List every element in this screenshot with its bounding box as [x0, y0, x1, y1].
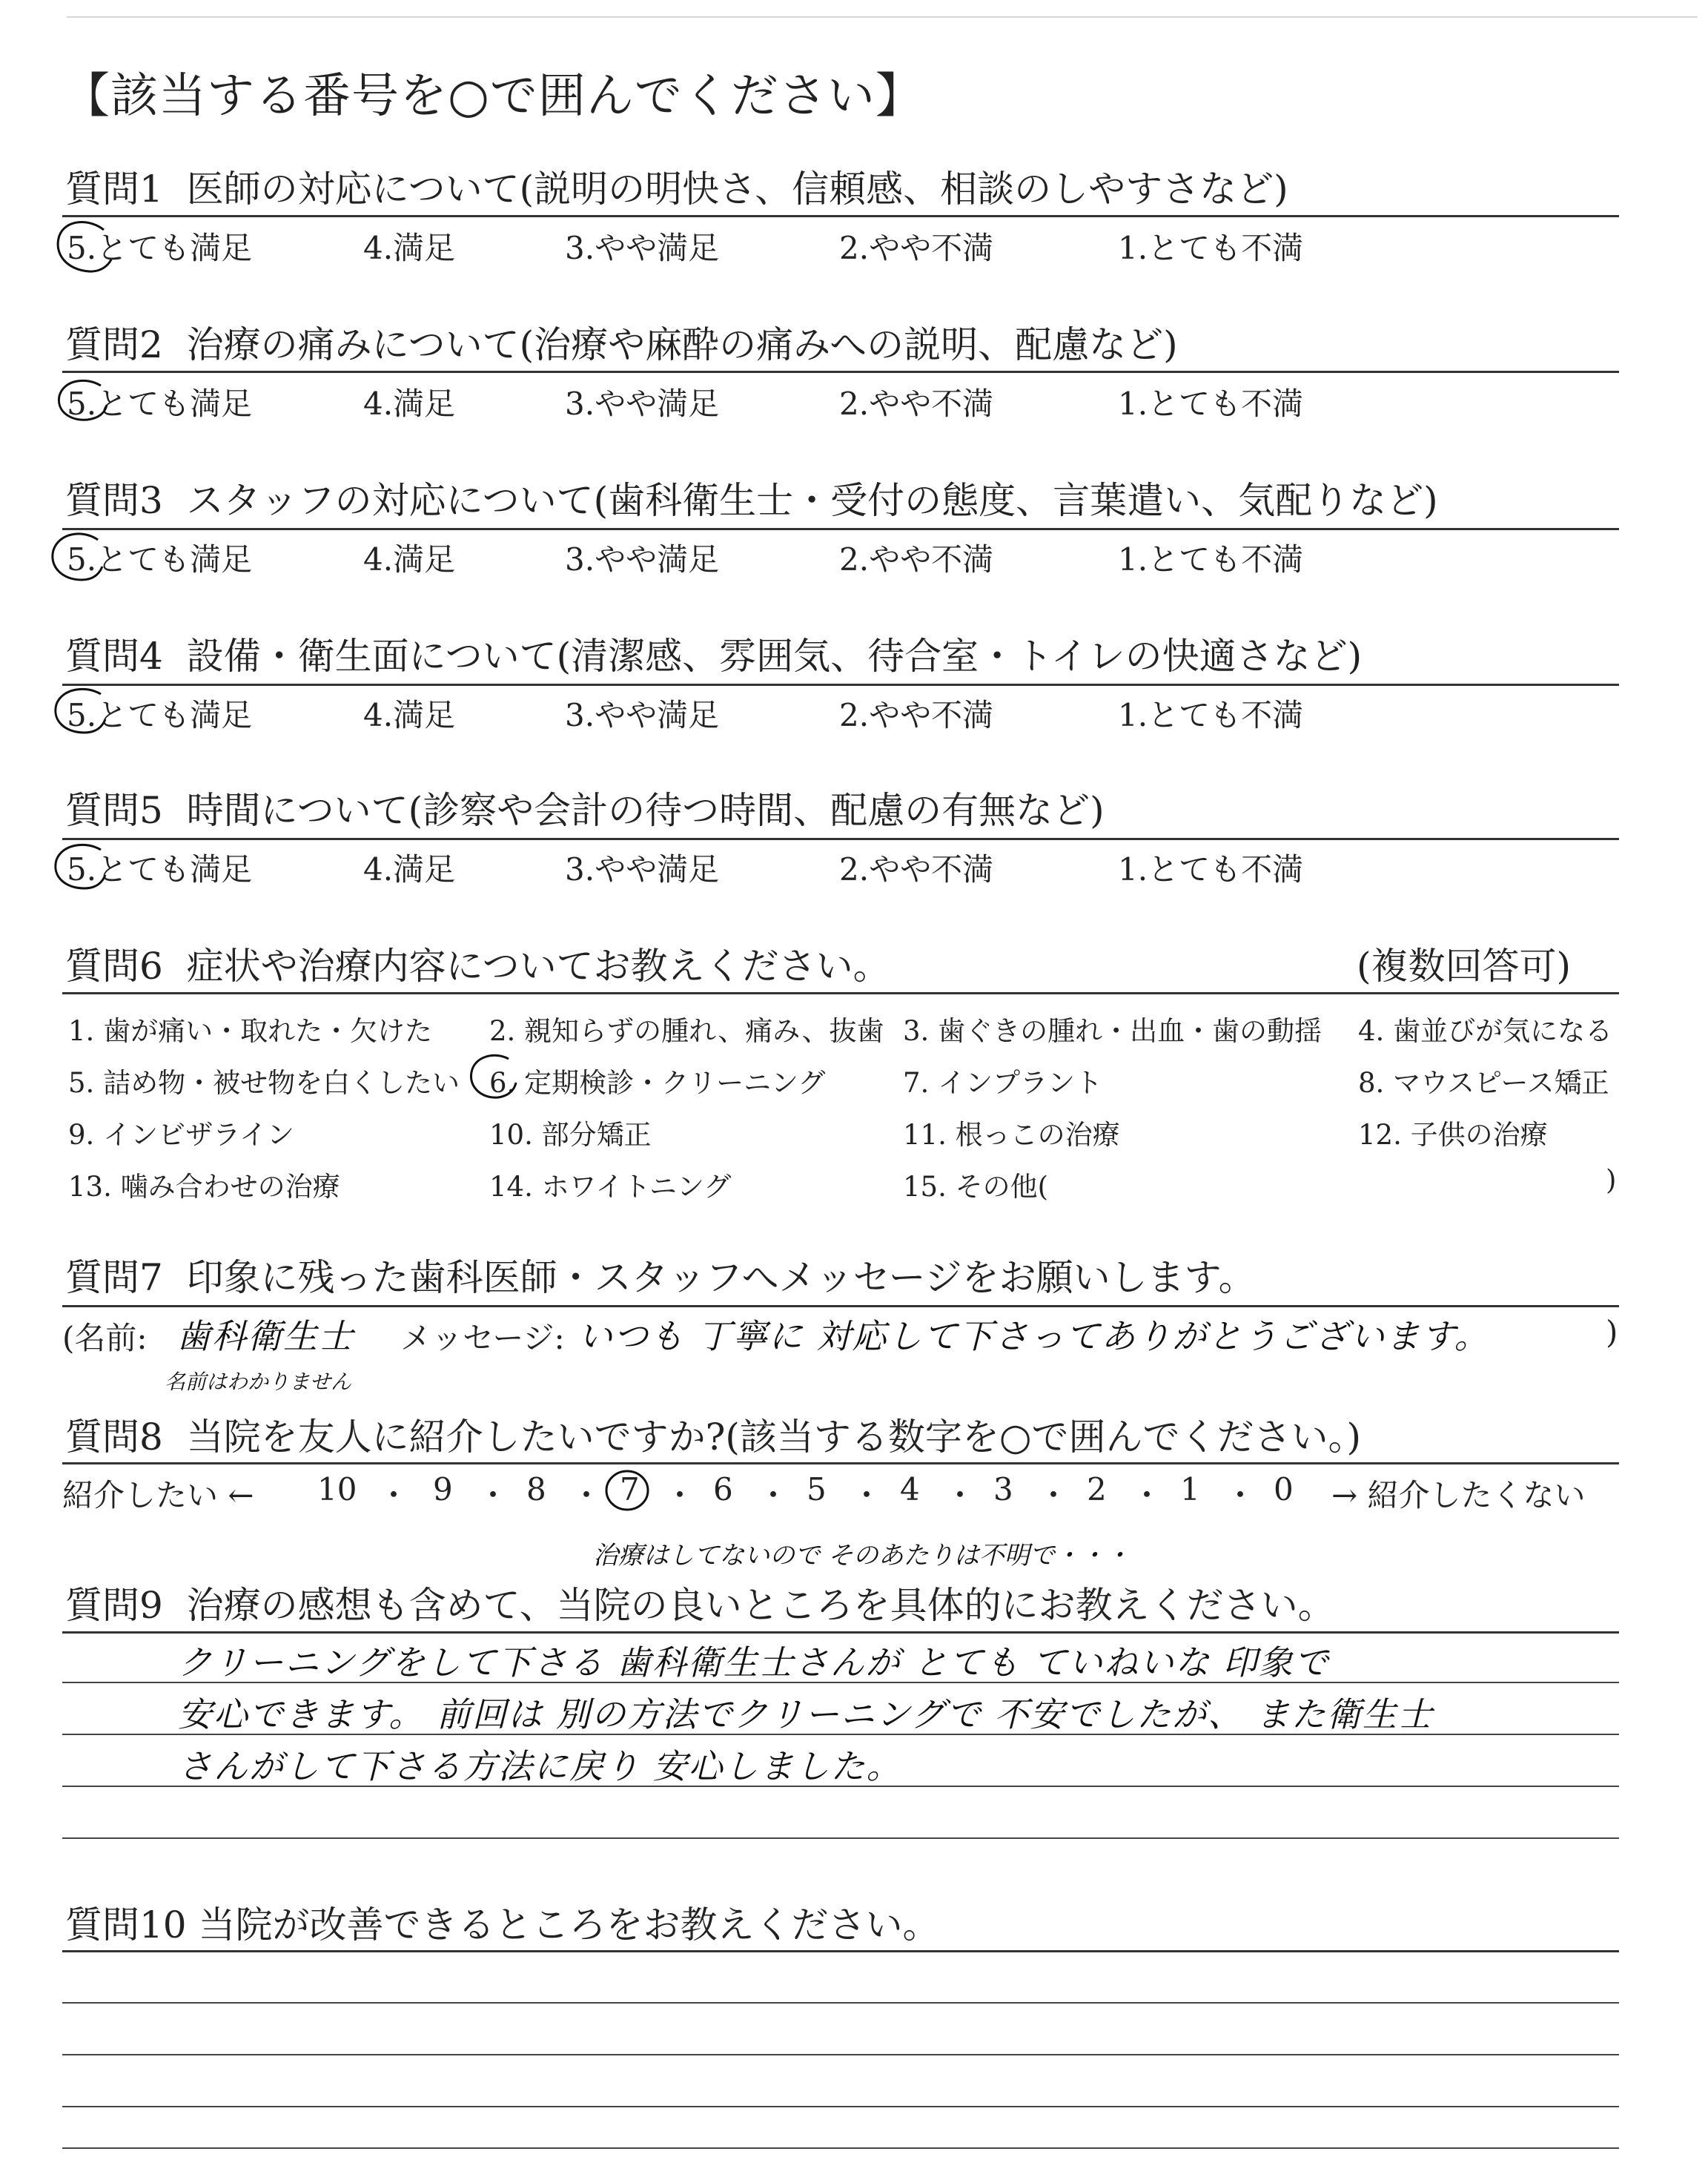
q6-note: (複数回答可) [1357, 945, 1572, 988]
q6-option-15[interactable]: 15. その他( [903, 1171, 1049, 1203]
q7-note: 名前はわかりません [165, 1370, 352, 1394]
q5-option-3[interactable]: 3.やや満足 [565, 851, 720, 888]
q8-dot: ・ [944, 1477, 976, 1513]
q6-option-8[interactable]: 8. マウスピース矯正 [1358, 1067, 1609, 1099]
q5-title [65, 781, 1105, 834]
q6-label: 質問6 [65, 945, 163, 988]
q8-scale-1[interactable]: 1 [1180, 1471, 1200, 1507]
q6-option-12[interactable]: 12. 子供の治療 [1358, 1119, 1548, 1151]
q8-scale-5[interactable]: 5 [807, 1471, 827, 1507]
q5-text: 時間について(診察や会計の待つ時間、配慮の有無など) [186, 789, 1105, 832]
q2-option-2[interactable]: 2.やや不満 [839, 386, 994, 422]
q10-label: 質問10 [65, 1903, 187, 1946]
q9-label: 質問9 [65, 1584, 163, 1627]
q8-dot: ・ [758, 1477, 790, 1513]
q3-selection-circle [44, 528, 111, 587]
q7-name-value: 歯科衛生士 [176, 1316, 354, 1356]
q2-option-1[interactable]: 1.とても不満 [1118, 386, 1304, 422]
q8-scale-3[interactable]: 3 [993, 1471, 1013, 1507]
q8-dot: ・ [571, 1477, 603, 1513]
top-border [67, 16, 1698, 18]
q8-scale-9[interactable]: 9 [433, 1471, 453, 1507]
q7-title [65, 1248, 1256, 1301]
q8-scale-8[interactable]: 8 [526, 1471, 546, 1507]
q8-scale-0[interactable]: 0 [1274, 1471, 1294, 1507]
q7-close: ) [1606, 1314, 1618, 1350]
q2-label: 質問2 [65, 323, 163, 366]
q6-option-4[interactable]: 4. 歯並びが気になる [1358, 1015, 1613, 1047]
q4-option-2[interactable]: 2.やや不満 [839, 697, 994, 733]
q1-title [65, 159, 1288, 213]
q8-dot: ・ [664, 1477, 696, 1513]
q8-title [65, 1407, 1361, 1461]
q6-option-5[interactable]: 5. 詰め物・被せ物を白くしたい [68, 1067, 460, 1099]
q9-answer-line-3: さんがして下さる方法に戻り 安心しました。 [178, 1746, 902, 1786]
q3-label: 質問3 [65, 479, 163, 522]
q2-option-3[interactable]: 3.やや満足 [565, 386, 720, 422]
q2-rule [62, 371, 1619, 373]
q6-option-10[interactable]: 10. 部分矯正 [489, 1119, 652, 1151]
q5-option-4[interactable]: 4.満足 [363, 851, 456, 888]
q6-title [65, 937, 890, 990]
q10-answer-line [62, 2002, 1619, 2004]
q8-scale-6[interactable]: 6 [713, 1471, 733, 1507]
q6-selection-circle [466, 1051, 525, 1103]
q8-selection-circle [602, 1467, 654, 1514]
q1-text: 医師の対応について(説明の明快さ、信頼感、相談のしやすさなど) [186, 168, 1288, 211]
q10-answer-line [62, 2054, 1619, 2055]
q6-option-6[interactable]: 6. 定期検診・クリーニング [489, 1067, 826, 1099]
q7-message-value: いつも 丁寧に 対応して下さってありがとうございます。 [578, 1316, 1490, 1356]
q4-title [65, 627, 1362, 680]
q6-text: 症状や治療内容についてお教えください。 [186, 945, 890, 988]
q9-title [65, 1576, 1335, 1629]
q8-scale-7[interactable]: 7 [620, 1471, 640, 1507]
q8-scale-4[interactable]: 4 [900, 1471, 920, 1507]
q1-option-3[interactable]: 3.やや満足 [565, 230, 720, 266]
q6-option-14[interactable]: 14. ホワイトニング [489, 1171, 732, 1203]
q6-option-9[interactable]: 9. インビザライン [68, 1119, 294, 1151]
q4-rule [62, 684, 1619, 686]
q6-option-13[interactable]: 13. 噛み合わせの治療 [68, 1171, 340, 1203]
q4-option-4[interactable]: 4.満足 [363, 697, 456, 733]
q7-name-prefix: (名前: [62, 1320, 148, 1356]
q9-answer-line-1: クリーニングをして下さる 歯科衛生士さんが とても ていねいな 印象で [178, 1642, 1330, 1682]
q5-option-2[interactable]: 2.やや不満 [839, 851, 994, 888]
q2-selection-circle [52, 375, 119, 427]
q4-selection-circle [49, 684, 116, 740]
q7-label: 質問7 [65, 1256, 163, 1299]
q4-option-1[interactable]: 1.とても不満 [1118, 697, 1304, 733]
q8-left-label: 紹介したい ← [62, 1477, 254, 1513]
q1-label: 質問1 [65, 168, 163, 211]
q3-option-1[interactable]: 1.とても不満 [1118, 541, 1304, 578]
q6-option-3[interactable]: 3. 歯ぐきの腫れ・出血・歯の動揺 [903, 1015, 1323, 1047]
q1-rule [62, 215, 1619, 217]
q8-scale-10[interactable]: 10 [317, 1471, 357, 1507]
q4-text: 設備・衛生面について(清潔感、雰囲気、待合室・トイレの快適さなど) [186, 635, 1363, 678]
q1-option-1[interactable]: 1.とても不満 [1118, 230, 1304, 266]
q9-answer-line-2: 安心できます。 前回は 別の方法でクリーニングで 不安でしたが、 また衛生士 [178, 1694, 1434, 1734]
q8-note: 治療はしてないので そのあたりは不明で・・・ [593, 1541, 1131, 1571]
q6-rule [62, 992, 1619, 994]
q8-dot: ・ [1131, 1477, 1163, 1513]
q6-option-15-close: ) [1606, 1164, 1617, 1196]
q8-label: 質問8 [65, 1416, 163, 1459]
q1-option-2[interactable]: 2.やや不満 [839, 230, 994, 266]
q3-option-5[interactable]: 5.とても満足 [67, 541, 253, 578]
q8-scale-2[interactable]: 2 [1087, 1471, 1107, 1507]
q6-option-2[interactable]: 2. 親知らずの腫れ、痛み、抜歯 [489, 1015, 884, 1047]
q9-text: 治療の感想も含めて、当院の良いところを具体的にお教えください。 [186, 1584, 1335, 1627]
q5-option-1[interactable]: 1.とても不満 [1118, 851, 1304, 888]
q8-right-label: → 紹介したくない [1331, 1477, 1586, 1513]
q3-text: スタッフの対応について(歯科衛生士・受付の態度、言葉遣い、気配りなど) [186, 479, 1438, 522]
q8-dot: ・ [477, 1477, 509, 1513]
q2-option-4[interactable]: 4.満足 [363, 386, 456, 422]
q6-option-11[interactable]: 11. 根っこの治療 [903, 1119, 1120, 1151]
q4-option-3[interactable]: 3.やや満足 [565, 697, 720, 733]
page-title: 【該当する番号を○で囲んでください】 [62, 69, 924, 124]
q5-option-5[interactable]: 5.とても満足 [67, 851, 253, 888]
q4-label: 質問4 [65, 635, 163, 678]
q3-rule [62, 528, 1619, 530]
q1-selection-circle [52, 217, 119, 276]
q6-option-7[interactable]: 7. インプラント [903, 1067, 1103, 1099]
q3-option-4[interactable]: 4.満足 [363, 541, 456, 578]
q9-rule [62, 1631, 1619, 1634]
q10-title [65, 1895, 940, 1949]
q2-option-5[interactable]: 5.とても満足 [67, 386, 253, 422]
q10-rule [62, 1950, 1619, 1952]
q2-title [65, 315, 1178, 369]
q8-dot: ・ [1225, 1477, 1257, 1513]
q10-answer-line [62, 2147, 1619, 2149]
q3-title [65, 471, 1438, 524]
q5-label: 質問5 [65, 789, 163, 832]
q1-option-5[interactable]: 5.とても満足 [67, 230, 253, 266]
q2-text: 治療の痛みについて(治療や麻酔の痛みへの説明、配慮など) [186, 323, 1178, 366]
q3-option-2[interactable]: 2.やや不満 [839, 541, 994, 578]
q10-answer-line [62, 2106, 1619, 2107]
q8-dot: ・ [851, 1477, 883, 1513]
q8-text: 当院を友人に紹介したいですか?(該当する数字を○で囲んでください。) [186, 1416, 1362, 1459]
q1-option-4[interactable]: 4.満足 [363, 230, 456, 266]
q5-selection-circle [49, 839, 116, 896]
q4-option-5[interactable]: 5.とても満足 [67, 697, 253, 733]
q5-rule [62, 838, 1619, 840]
q6-option-1[interactable]: 1. 歯が痛い・取れた・欠けた [68, 1015, 433, 1047]
q3-option-3[interactable]: 3.やや満足 [565, 541, 720, 578]
q7-text: 印象に残った歯科医師・スタッフへメッセージをお願いします。 [186, 1256, 1256, 1299]
q7-message-prefix: メッセージ: [400, 1320, 565, 1356]
q8-rule [62, 1462, 1619, 1464]
q9-answer-line [62, 1837, 1619, 1839]
q7-rule [62, 1305, 1619, 1307]
q10-text: 当院が改善できるところをお教えください。 [198, 1903, 940, 1946]
q8-dot: ・ [378, 1477, 410, 1513]
q8-dot: ・ [1038, 1477, 1070, 1513]
